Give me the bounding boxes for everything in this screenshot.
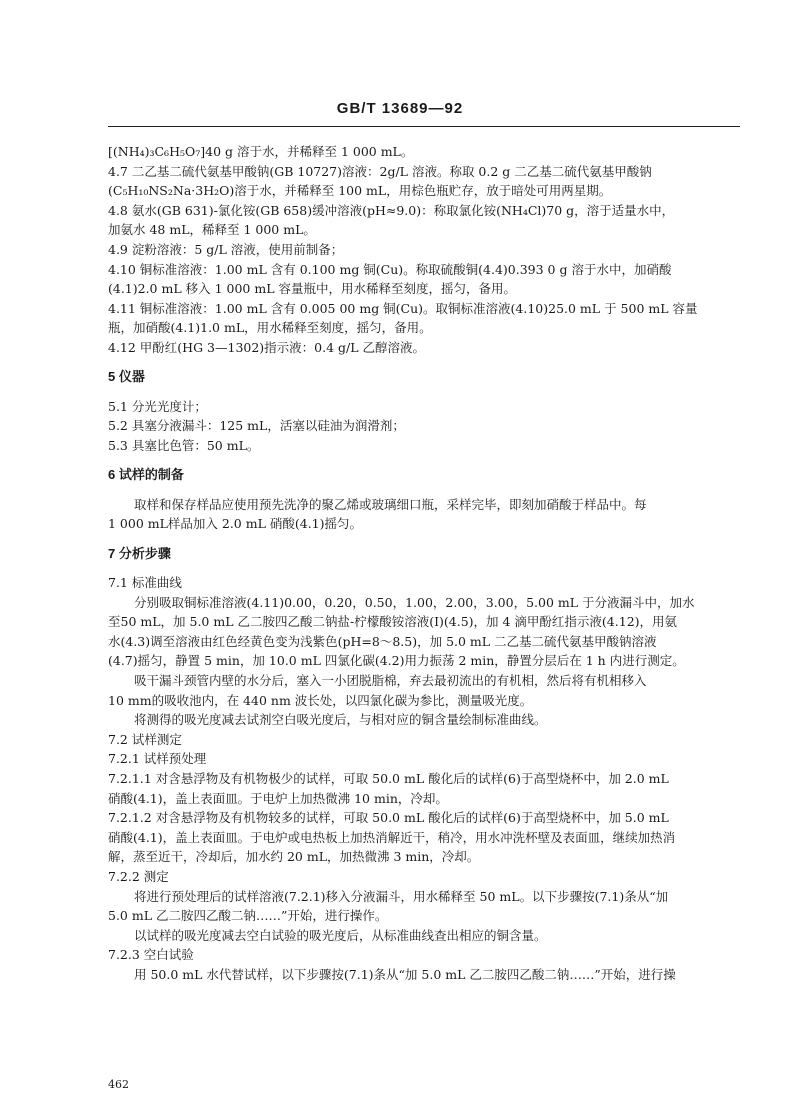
- text-line: 4.11 铜标准溶液：1.00 mL 含有 0.005 00 mg 铜(Cu)。取铜标准溶液(4.10)25.0 mL 于 500 mL 容量: [108, 300, 698, 316]
- section-heading: 7 分析步骤: [108, 545, 171, 561]
- text-line: 7.2.1.1 对含悬浮物及有机物极少的试样，可取 50.0 mL 酸化后的试样(6)于高型烧杯中，加 2.0 mL: [108, 771, 669, 786]
- text-line: 至50 mL，加 5.0 mL 乙二胺四乙酸二钠盐-柠檬酸铵溶液(Ⅰ)(4.5)，加 4 滴甲酚红指示液(4.12)，用氨: [108, 614, 678, 630]
- text-line: 5.0 mL 乙二胺四乙酸二钠……”开始，进行操作。: [108, 908, 388, 924]
- spacer: [108, 358, 740, 368]
- spacer: [108, 485, 740, 495]
- text-line: 以试样的吸光度减去空白试验的吸光度后，从标准曲线查出相应的铜含量。: [134, 927, 547, 943]
- section-heading: 6 试样的制备: [108, 467, 184, 483]
- text-line: [(NH₄)₃C₆H₅O₇]40 g 溶于水，并稀释至 1 000 mL。: [108, 144, 414, 159]
- text-line: 瓶，加硝酸(4.1)1.0 mL，用水稀释至刻度，摇匀，备用。: [108, 320, 432, 336]
- text-line: 4.7 二乙基二硫代氨基甲酸钠(GB 10727)溶液：2g/L 溶液。称取 0.2 g 二乙基二硫代氨基甲酸钠: [108, 163, 652, 179]
- text-line: 硝酸(4.1)，盖上表面皿。于电炉或电热板上加热消解近干，稍冷，用水冲洗杯壁及表面皿，继续加热消: [108, 829, 676, 845]
- text-line: (4.7)摇匀，静置 5 min，加 10.0 mL 四氯化碳(4.2)用力振荡 2 min，静置分层后在 1 h 内进行测定。: [108, 653, 685, 669]
- text-line: (4.1)2.0 mL 移入 1 000 mL 容量瓶中，用水稀释至刻度，摇匀，备用。: [108, 281, 516, 297]
- text-line: (C₅H₁₀NS₂Na·3H₂O)溶于水，并稀释至 100 mL，用棕色瓶贮存，放于暗处可用两星期。: [108, 183, 612, 199]
- standard-code-header: GB/T 13689—92: [336, 100, 464, 117]
- text-line: 1 000 mL样品加入 2.0 mL 硝酸(4.1)摇匀。: [108, 516, 362, 532]
- text-line: 将测得的吸光度减去试剂空白吸光度后，与相对应的铜含量绘制标准曲线。: [134, 712, 547, 728]
- text-line: 解，蒸至近干，冷却后，加水约 20 mL，加热微沸 3 min，冷却。: [108, 849, 480, 865]
- page-number: 462: [108, 1078, 129, 1091]
- text-line: 将进行预处理后的试样溶液(7.2.1)移入分液漏斗，用水稀释至 50 mL。以下步骤按(7.1)条从“加: [134, 888, 669, 904]
- section-heading: 5 仪器: [108, 369, 145, 385]
- text-line: 4.12 甲酚红(HG 3—1302)指示液：0.4 g/L 乙醇溶液。: [108, 339, 426, 355]
- header-rule: [108, 126, 740, 127]
- text-line: 硝酸(4.1)，盖上表面皿。于电炉上加热微沸 10 min，冷却。: [108, 790, 448, 806]
- text-line: 7.1 标准曲线: [108, 575, 182, 591]
- text-line: 7.2.1 试样预处理: [108, 751, 207, 767]
- text-line: 水(4.3)调至溶液由红色经黄色变为浅紫色(pH=8～8.5)，加 5.0 mL 二乙基二硫代氨基甲酸钠溶液: [108, 633, 657, 649]
- text-line: 4.9 淀粉溶液：5 g/L 溶液，使用前制备；: [108, 241, 344, 257]
- text-line: 加氨水 48 mL，稀释至 1 000 mL。: [108, 222, 316, 238]
- text-line: 7.2 试样测定: [108, 731, 182, 747]
- text-line: 5.2 具塞分液漏斗：125 mL，活塞以硅油为润滑剂；: [108, 418, 405, 434]
- text-line: 7.2.2 测定: [108, 868, 169, 884]
- text-line: 5.1 分光光度计；: [108, 398, 207, 414]
- text-line: 4.10 铜标准溶液：1.00 mL 含有 0.100 mg 铜(Cu)。称取硫酸铜(4.4)0.393 0 g 溶于水中，加硝酸: [108, 261, 672, 277]
- text-line: 用 50.0 mL 水代替试样，以下步骤按(7.1)条从“加 5.0 mL 乙二胺四乙酸二钠……”开始，进行操: [134, 966, 676, 982]
- text-line: 7.2.3 空白试验: [108, 947, 194, 963]
- spacer: [108, 534, 740, 544]
- spacer: [108, 387, 740, 397]
- text-line: 10 mm的吸收池内，在 440 nm 波长处，以四氯化碳为参比，测量吸光度。: [108, 692, 533, 708]
- text-line: 分别吸取铜标准溶液(4.11)0.00，0.20，0.50，1.00，2.00，3.00，5.00 mL 于分液漏斗中，加水: [134, 594, 695, 610]
- spacer: [108, 456, 740, 466]
- text-line: 4.8 氨水(GB 631)-氯化铵(GB 658)缓冲溶液(pH≈9.0)：称取氯化铵(NH₄Cl)70 g，溶于适量水中，: [108, 202, 675, 218]
- spacer: [108, 563, 740, 573]
- text-line: 7.2.1.2 对含悬浮物及有机物较多的试样，可取 50.0 mL 酸化后的试样(6)于高型烧杯中，加 5.0 mL: [108, 810, 669, 826]
- text-line: 取样和保存样品应使用预先洗净的聚乙烯或玻璃细口瓶，采样完毕，即刻加硝酸于样品中。每: [134, 496, 647, 512]
- text-line: 吸干漏斗颈管内壁的水分后，塞入一小团脱脂棉，弃去最初流出的有机相，然后将有机相移入: [134, 673, 647, 689]
- text-line: 5.3 具塞比色管：50 mL。: [108, 437, 260, 453]
- document-body: [108, 142, 740, 985]
